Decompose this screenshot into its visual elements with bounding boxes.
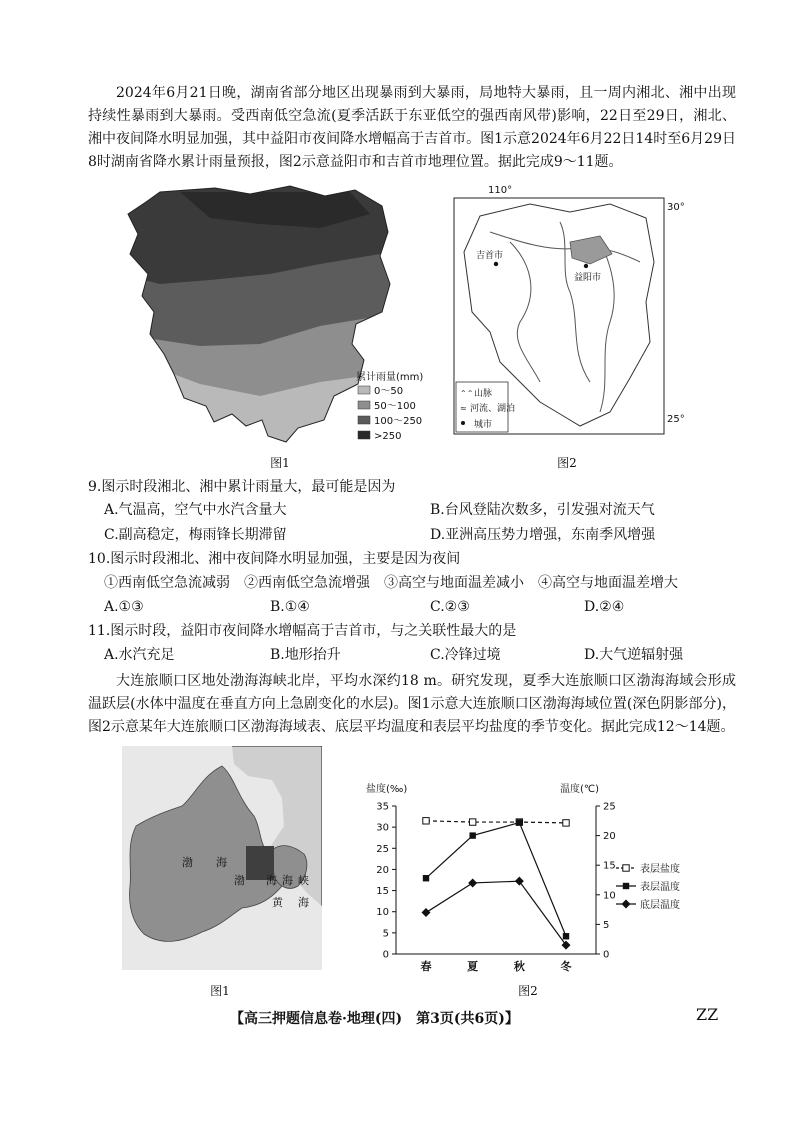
data-point [515,877,524,886]
map-label-bo-1: 渤 [182,856,193,869]
left-axis-tick-label: 5 [382,928,389,940]
left-axis-tick-label: 0 [382,949,389,961]
q9-option-d: D.亚洲高压势力增强，东南季风增强 [430,527,656,543]
left-axis-tick-label: 10 [376,907,389,919]
hunan-location-map [450,182,690,444]
city-yiyang-label: 益阳市 [574,273,602,283]
question-11-stem: 11.图示时段，益阳市夜间降水增幅高于吉首市，与之关联性最大的是 [88,623,517,639]
rainfall-legend-title: 累计雨量(mm) [356,372,424,383]
map-label-hai-1: 海 [216,856,227,869]
map-label-xia: 峡 [298,874,309,887]
right-axis-tick-label: 0 [603,949,610,961]
q9-option-c: C.副高稳定，梅雨锋长期滞留 [104,527,287,543]
map-label-huang: 黄 [272,896,283,909]
data-point [563,820,569,826]
left-axis-tick-label: 30 [376,822,389,834]
series-line [426,823,566,937]
q9-option-a: A.气温高，空气中水汽含量大 [104,502,287,518]
data-point [468,878,477,887]
q9-option-b: B.台风登陆次数多，引发强对流天气 [430,502,655,518]
right-axis-tick-label: 25 [603,801,616,813]
chart-right-axis-label: 温度(℃) [560,784,600,795]
left-axis-tick-label: 25 [376,843,389,855]
q10-option-b: B.①④ [270,599,310,615]
rainfall-legend-item: 0～50 [374,386,404,397]
x-axis-tick-label: 春 [420,960,432,973]
data-point [622,900,631,909]
map-legend-mountain: 山脉 [474,389,493,399]
intro-paragraph-1: 2024年6月21日晚，湖南省部分地区出现暴雨到大暴雨，局地特大暴雨，且一周内湘北、湘中出现持续性暴雨到大暴雨。受西南低空急流(夏季活跃于东亚低空的强西南风带)影响，22日至29日，湘北、湘中夜间降水明显加强，其中益阳市夜间降水增幅高于吉首市。图1示意2024年6月22日14时至6月29日8时湖南省降水累计雨量预报，图2示意益阳市和吉首市地理位置。据此完成9～11题。 [88,85,736,170]
q11-option-c: C.冷锋过境 [430,647,501,663]
legend-label: 表层温度 [640,882,680,893]
left-axis-tick-label: 35 [376,801,389,813]
q10-option-c: C.②③ [430,599,470,615]
left-axis-tick-label: 15 [376,886,389,898]
page-footer: 【高三押题信息卷·地理(四) 第3页(共6页)】 [230,1011,519,1027]
figure2-caption-bottom: 图2 [518,984,538,998]
data-point [516,819,522,825]
data-point [423,818,429,824]
map-label-hai-2: 海 [266,874,277,887]
right-axis-tick-label: 20 [603,831,616,843]
map-label-bo-2: 渤 [234,874,245,887]
question-9-stem: 9.图示时段湘北、湘中累计雨量大，最可能是因为 [88,479,396,495]
figure1-caption-top: 图1 [270,456,290,470]
longitude-label: 110° [488,185,513,196]
svg-text:⌃⌃: ⌃⌃ [460,389,474,398]
rainfall-legend-item: >250 [374,431,402,442]
rainfall-legend-item: 50～100 [374,401,416,412]
map-legend-city: 城市 [474,420,493,430]
figure2-caption-top: 图2 [557,456,577,470]
svg-text:≈: ≈ [460,404,467,413]
legend-label: 表层盐度 [640,864,680,875]
latitude-top-label: 30° [667,202,685,213]
x-axis-tick-label: 秋 [513,960,525,973]
bohai-sea-map [122,746,322,970]
corner-mark: ZZ [696,1005,719,1024]
map-label-hai-3: 海 [282,874,293,887]
data-point [469,819,475,825]
map-legend-river-lake: 河流、湖泊 [470,404,516,414]
bohai-salinity-temperature-chart [360,778,700,978]
q11-option-a: A.水汽充足 [104,647,175,663]
data-point [423,875,429,881]
series-line [426,821,566,823]
series-line [426,881,566,945]
rainfall-legend-item: 100～250 [374,416,423,427]
data-point [469,832,475,838]
data-point [623,865,629,871]
legend-label: 底层温度 [640,900,680,911]
x-axis-tick-label: 冬 [560,960,572,973]
x-axis-tick-label: 夏 [467,960,479,973]
city-jishou-label: 吉首市 [476,251,504,261]
map-label-hai-4: 海 [298,896,309,909]
right-axis-tick-label: 10 [603,890,616,902]
q11-option-b: B.地形抬升 [270,647,341,663]
q10-option-a: A.①③ [104,599,144,615]
chart-left-axis-label: 盐度(‰) [366,784,408,795]
left-axis-tick-label: 20 [376,864,389,876]
latitude-bottom-label: 25° [667,414,685,425]
right-axis-tick-label: 15 [603,860,616,872]
q10-items: ①西南低空急流减弱 ②西南低空急流增强 ③高空与地面温差减小 ④高空与地面温差增大 [104,575,678,591]
data-point [562,941,571,950]
data-point [623,883,629,889]
intro-paragraph-2: 大连旅顺口区地处渤海海峡北岸，平均水深约18 m。研究发现，夏季大连旅顺口区渤海海域会形成温跃层(水体中温度在垂直方向上急剧变化的水层)。图1示意大连旅顺口区渤海海域位置(深色阴影部分)，图2示意某年大连旅顺口区渤海海域表、底层平均温度和表层平均盐度的季节变化。据此完成12～14题。 [88,673,736,735]
question-10-stem: 10.图示时段湘北、湘中夜间降水明显加强，主要是因为夜间 [88,551,461,567]
q10-option-d: D.②④ [584,599,625,615]
data-point [563,933,569,939]
hunan-rainfall-map [120,184,440,446]
right-axis-tick-label: 5 [603,919,610,931]
q11-option-d: D.大气逆辐射强 [584,647,684,663]
data-point [422,908,431,917]
figure1-caption-bottom: 图1 [210,984,230,998]
